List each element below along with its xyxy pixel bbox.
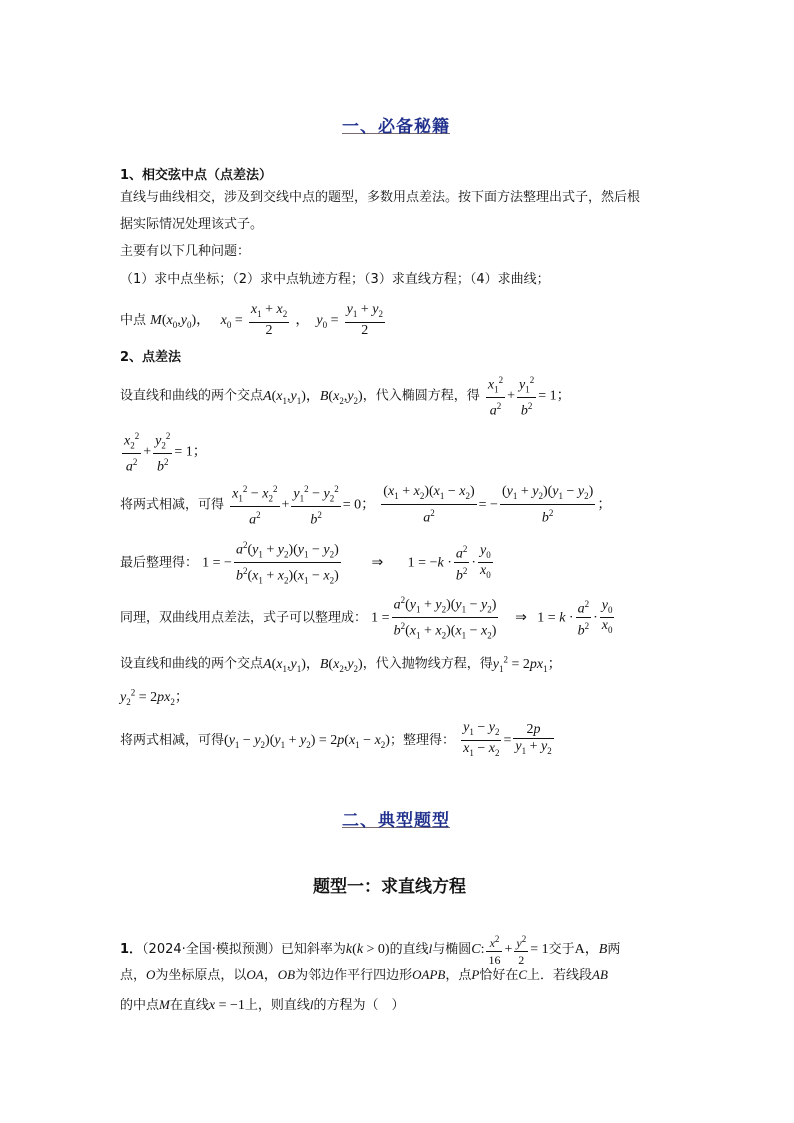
question-type-title: 题型一：求直线方程 — [313, 877, 466, 897]
point-diff-line-5: 同理，双曲线用点差法，式子可以整理成： 1 = $\frac{a^2(y_1 + y_2)(y_1 - y_2)}{b^2(x_1 + x_2)(x_1 - x_2)}$ ⇒ 1 = k · $\frac{a^2}{b^2}$ · $\frac{y_0}{x_0}$ — [120, 592, 616, 644]
paragraph-1: 直线与曲线相交，涉及到交线中点的题型，多数用点差法。按下面方法整理出式子，然后根 — [120, 190, 641, 205]
paragraph-4: （1）求中点坐标；（2）求中点轨迹方程；（3）求直线方程；（4）求曲线； — [120, 272, 550, 287]
subsection-title-2: 2、点差法 — [120, 350, 182, 365]
point-diff-line-3: 将两式相减，可得 $\frac{x_1^2 - x_2^2}{a^2}$ + $\frac{y_1^2 - y_2^2}{b^2}$ = 0； $\frac{(x_1 + x_2)(x_1 - x_2)}{a^2}$ = − $\frac{(y_1 + y_2)(y_1 - y_2)}{b^2}$ ； — [120, 481, 611, 529]
question-1-line-2: 点，O为坐标原点，以OA，OB为邻边作平行四边形OAPB，点P恰好在C上．若线段AB — [120, 967, 608, 983]
point-diff-line-7: $y_2^2 = 2px_2$； — [120, 687, 189, 707]
point-diff-line-1: 设直线和曲线的两个交点$A(x_1,y_1)$，$B(x_2,y_2)$，代入椭圆方程，得 $\frac{x_1^2}{a^2}$ + $\frac{y_1^2}{b^2}$ = 1； — [120, 372, 571, 420]
point-diff-line-8: 将两式相减，可得$(y_1 - y_2)(y_1 + y_2) = 2p(x_1 - x_2)$；整理得： $\frac{y_1 - y_2}{x_1 - x_2}$ = $\frac{2p}{y_1 + y_2}$ — [120, 720, 552, 758]
point-diff-line-2: $\frac{x_2^2}{a^2}$ + $\frac{y_2^2}{b^2}$ = 1； — [120, 428, 207, 476]
section-heading-1: 一、必备秘籍 — [342, 117, 450, 137]
section-heading-2: 二、典型题型 — [342, 811, 450, 831]
point-diff-line-6: 设直线和曲线的两个交点$A(x_1,y_1)$，$B(x_2,y_2)$，代入抛物线方程，得$y_1^2 = 2px_1$； — [120, 654, 562, 674]
paragraph-3: 主要有以下几种问题： — [120, 244, 251, 259]
question-1-line-1: 1．（2024·全国·模拟预测）已知斜率为k(k > 0)的直线l与椭圆C: $\frac{x^2}{16}$ + $\frac{y^2}{2}$ = 1交于A，B两 — [120, 931, 620, 968]
midpoint-formula: 中点 $M(x_0,y_0)$， $x_0$ = $\frac{x_1 + x_2}{2}$ ， $y_0$ = $\frac{y_1 + y_2}{2}$ — [120, 302, 383, 338]
paragraph-2: 据实际情况处理该式子。 — [120, 217, 264, 232]
point-diff-line-4: 最后整理得： 1 = − $\frac{a^2(y_1 + y_2)(y_1 - y_2)}{b^2(x_1 + x_2)(x_1 - x_2)}$ ⇒ 1 = −k · $\frac{a^2}{b^2}$ · $\frac{y_0}{x_0}$ — [120, 537, 495, 589]
question-1-line-3: 的中点M在直线x = −1上，则直线l的方程为（ ） — [120, 997, 405, 1013]
subsection-title-1: 1、相交弦中点（点差法） — [120, 168, 273, 183]
